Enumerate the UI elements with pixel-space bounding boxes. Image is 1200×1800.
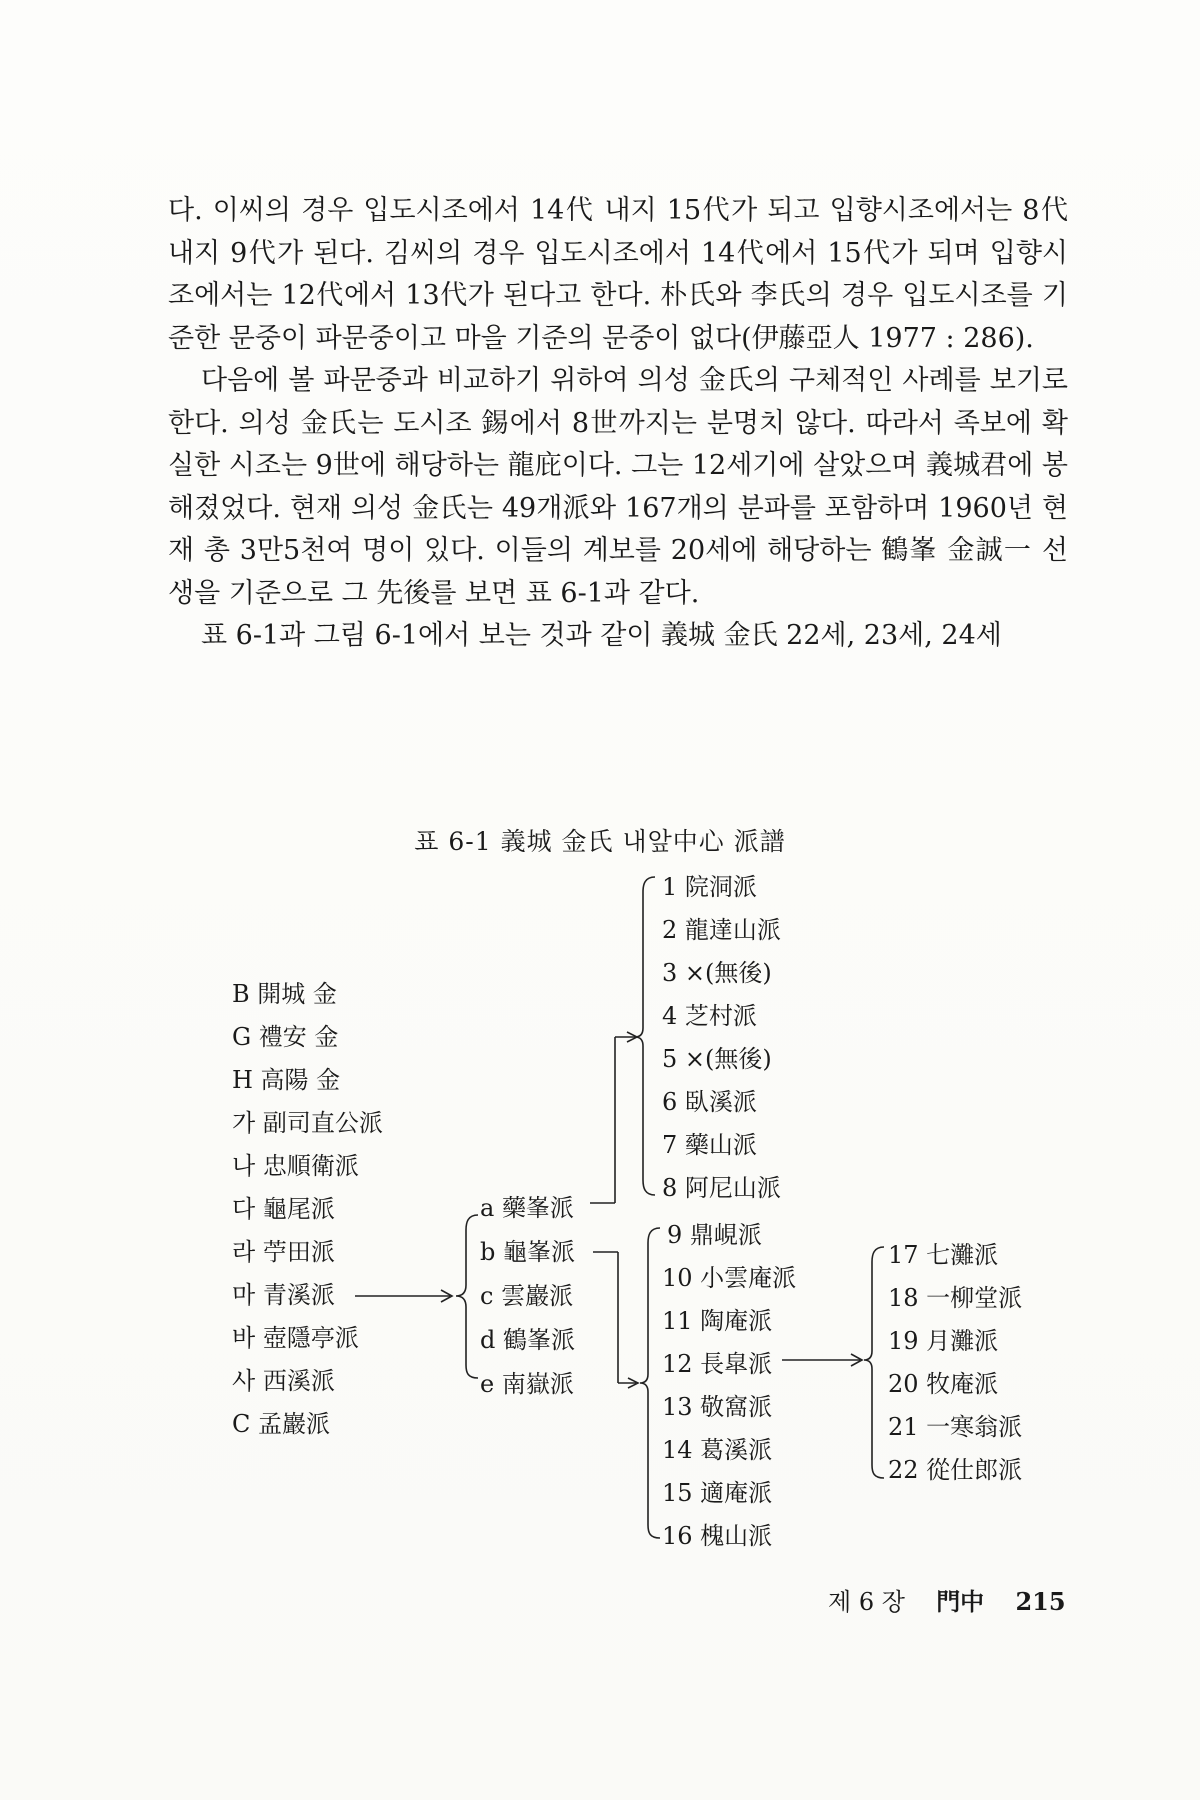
col3-top-item: 8 阿尼山派 [662,1174,781,1202]
col3-top-item: 2 龍達山派 [662,916,781,944]
col1-item: 사 西溪派 [232,1367,335,1395]
col3-bottom-item: 10 小雲庵派 [662,1264,797,1292]
page-number: 215 [1015,1587,1066,1616]
col4-item: 19 月灘派 [888,1327,999,1355]
col3-bottom-item: 13 敬窩派 [662,1393,773,1421]
col4-item: 20 牧庵派 [888,1370,999,1398]
col1-item: 바 壺隱亭派 [232,1324,359,1352]
col3-bottom-item: 14 葛溪派 [662,1436,773,1464]
col1-item: H 高陽 金 [232,1066,341,1094]
col3-bottom-item: 16 槐山派 [662,1522,773,1550]
col2-item: e 南嶽派 [480,1370,574,1398]
col3-bottom-item: 9 鼎峴派 [667,1221,762,1249]
table-caption: 표 6-1 義城 金氏 내앞中心 派譜 [414,827,786,856]
col1-item: B 開城 金 [232,980,337,1008]
col1-item: 마 青溪派 [232,1281,335,1309]
col3-top-item: 7 藥山派 [662,1131,757,1159]
col4-item: 17 七灘派 [888,1241,999,1269]
chapter-label: 제 6 장 [828,1588,905,1616]
col1-item: G 禮安 金 [232,1023,339,1051]
col3-bottom-item: 12 長皐派 [662,1350,773,1378]
col1-item: 나 忠順衛派 [232,1152,359,1180]
col2-item: c 雲巖派 [480,1282,574,1310]
col4-item: 18 一柳堂派 [888,1284,1023,1312]
col1-item: 가 副司直公派 [232,1109,383,1137]
col1-item: 다 龜尾派 [232,1195,335,1223]
col4-item: 22 從仕郎派 [888,1456,1023,1484]
col1-item: 라 苧田派 [232,1238,335,1266]
col2-item: b 龜峯派 [480,1238,575,1266]
col3-top-item: 4 芝村派 [662,1002,757,1030]
col2-item: a 藥峯派 [480,1194,574,1222]
col2-item: d 鶴峯派 [480,1326,575,1354]
page-footer [828,1582,1066,1617]
col3-bottom-item: 15 適庵派 [662,1479,773,1507]
body-text [168,190,1068,658]
col3-top-item: 5 ×(無後) [662,1045,772,1073]
chapter-title: 門中 [936,1587,985,1616]
col3-bottom-item: 11 陶庵派 [662,1307,773,1335]
paragraph-2: 다음에 볼 파문중과 비교하기 위하여 의성 金氏의 구체적인 사례를 보기로 한다. 의성 金氏는 도시조 錫에서 8世까지는 분명치 않다. 따라서 족보에 확실한 시조는 9世에 해당하는 龍庇이다. 그는 12세기에 살았으며 義城君에 봉해졌었다. 현재 의성 金氏는 49개派와 167개의 분파를 포함하며 1960년 현재 총 3만5천여 명이 있다. 이들의 계보를 20세에 해당하는 鶴峯 金誠一 선생을 기준으로 그 先後를 보면 표 6-1과 같다. [168,365,1068,609]
col1-item: C 孟巖派 [232,1410,330,1438]
col3-top-item: 6 臥溪派 [662,1088,757,1116]
paragraph-1: 다. 이씨의 경우 입도시조에서 14代 내지 15代가 되고 입향시조에서는 8代 내지 9代가 된다. 김씨의 경우 입도시조에서 14代에서 15代가 되며 입향시조에서는 12代에서 13代가 된다고 한다. 朴氏와 李氏의 경우 입도시조를 기준한 문중이 파문중이고 마을 기준의 문중이 없다(伊藤亞人 1977 : 286). [168,195,1068,354]
col3-top-item: 3 ×(無後) [662,959,772,987]
paragraph-3: 표 6-1과 그림 6-1에서 보는 것과 같이 義城 金氏 22세, 23세, 24세 [201,620,1002,651]
col3-top-item: 1 院洞派 [662,873,757,901]
col4-item: 21 一寒翁派 [888,1413,1023,1441]
